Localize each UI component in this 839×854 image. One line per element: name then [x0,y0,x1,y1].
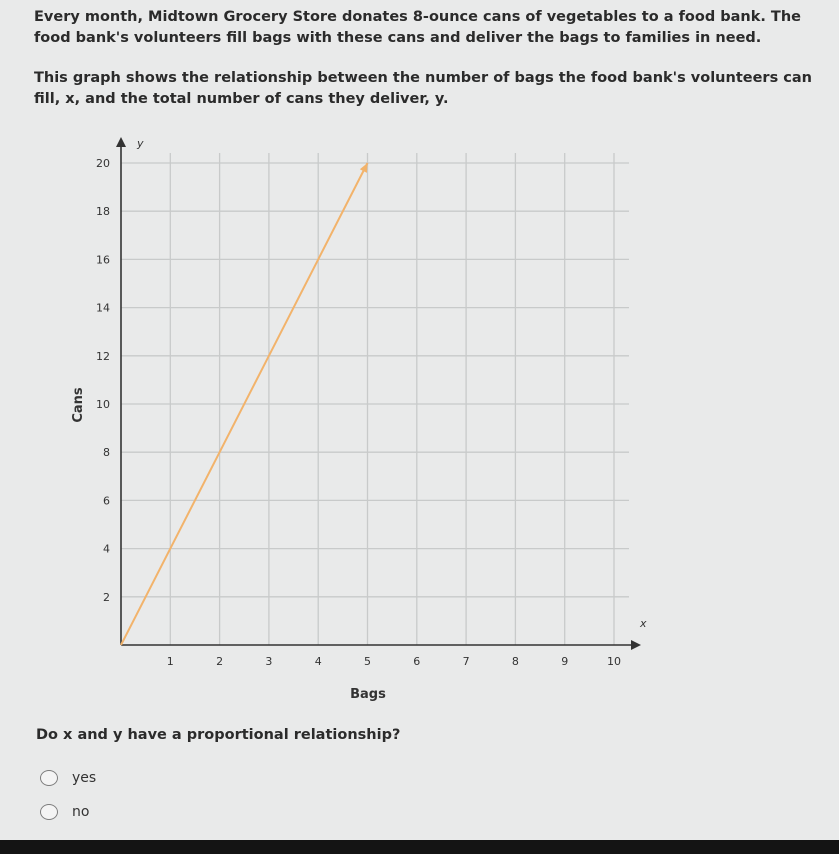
y-axis-letter: y [137,137,144,150]
x-tick-label: 3 [265,655,273,668]
y-tick-label: 18 [96,205,110,219]
axis-layer [116,137,647,650]
x-tick-label: 4 [314,655,322,668]
bottom-bar [0,840,839,854]
problem-paragraph-2: This graph shows the relationship between the number of bags the food bank's volunteers can fill, x, and the total number of cans they deliver, y. [34,70,812,107]
x-tick-label: 7 [462,655,470,668]
x-tick-label: 9 [561,655,569,668]
radio-button-icon[interactable] [40,804,58,820]
y-tick-label: 16 [96,253,110,267]
y-axis-label: Cans [71,387,86,423]
y-tick-label: 10 [96,398,110,411]
x-tick-label: 1 [166,655,174,668]
x-tick-label: 10 [607,655,621,668]
answer-option-yes[interactable] [40,766,96,790]
x-axis-letter: x [640,617,647,630]
y-tick-label: 12 [96,349,110,363]
y-tick-label: 14 [96,301,110,315]
question-text: Do x and y have a proportional relationship? [36,727,401,743]
x-tick-label: 8 [511,655,519,668]
problem-paragraph-1: Every month, Midtown Grocery Store donates 8-ounce cans of vegetables to a food bank. The food bank's volunteers fill bags with these cans and deliver the bags to families in need. [34,9,801,46]
y-tick-label: 6 [103,494,110,508]
tick-labels [96,157,621,668]
x-tick-label: 5 [364,655,371,668]
answer-option-label: no [72,804,90,820]
x-axis-label: Bags [350,687,386,702]
x-tick-label: 6 [413,655,421,668]
x-tick-label: 2 [216,655,224,668]
y-tick-label: 2 [103,590,110,604]
answer-option-label: yes [72,770,97,786]
radio-button-icon[interactable] [40,770,58,786]
y-tick-label: 20 [96,157,110,170]
y-tick-label: 4 [103,542,110,556]
grid-layer [121,153,629,645]
y-axis-arrow-icon [116,137,126,147]
y-tick-label: 8 [103,446,110,460]
x-axis-arrow-icon [631,640,641,650]
answer-option-no[interactable] [40,800,89,824]
